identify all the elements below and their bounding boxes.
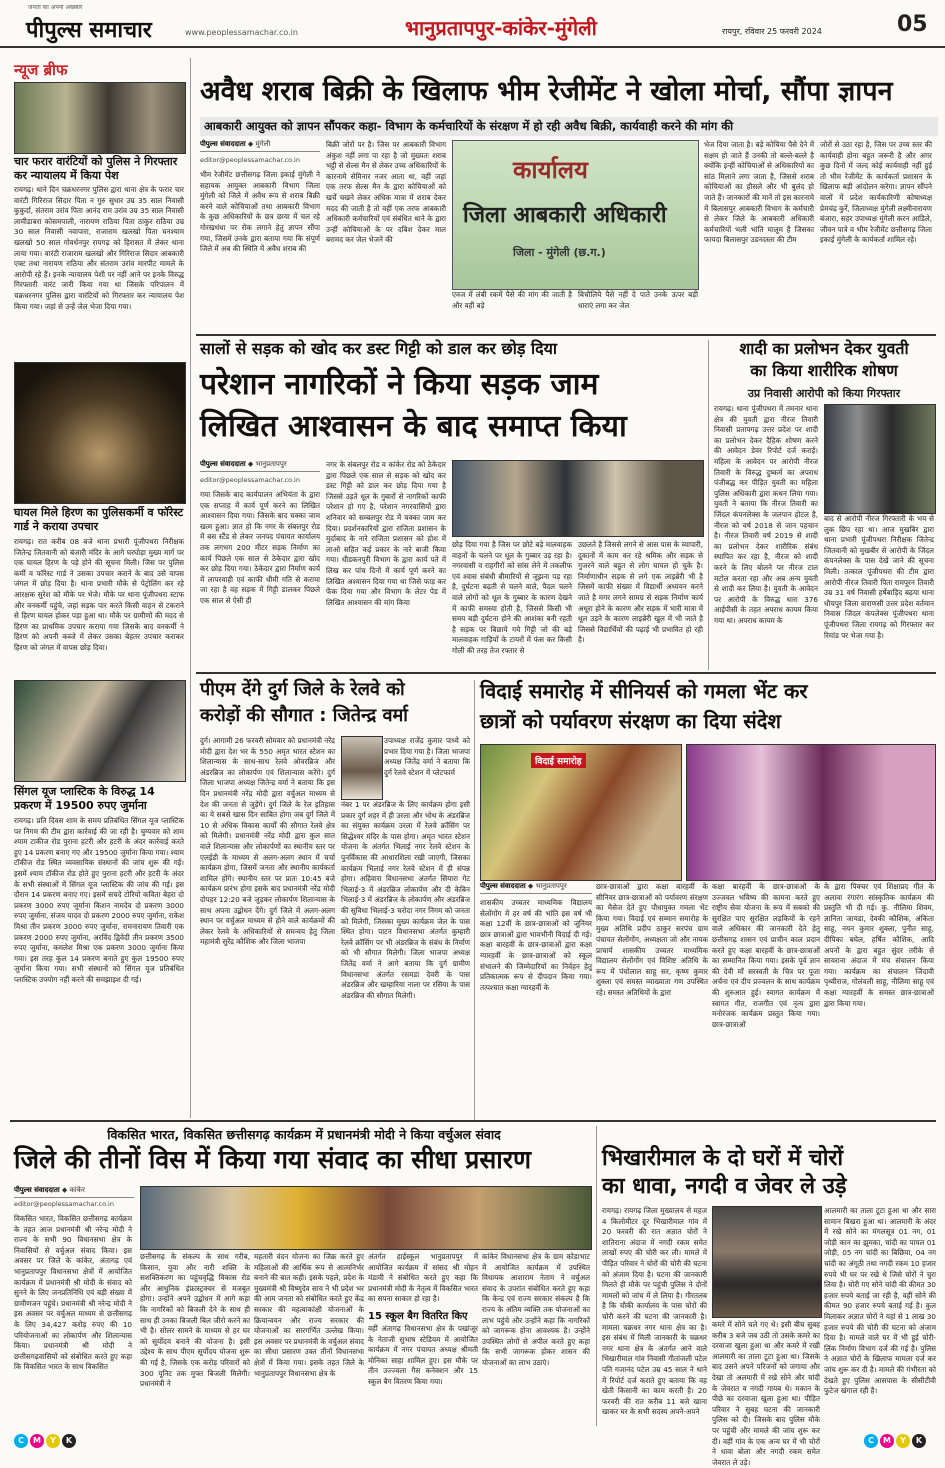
story7-headline2: का धावा, नगदी व जेवर ले उड़े — [602, 1174, 847, 1199]
story6-col4a: अंतर्गत हाईस्कूल भानुप्रतापपुर में आयोजित कार्यक्रम में सांसद श्री मोहन मंडावी ने संबोधित करते हुए कहा कि प्रधानमंत्री मोदी के नेतृत्व में विकसित भारत का सपना साकार हो रहा है। — [368, 1252, 478, 1304]
brief2-body: रायगढ़। रात करीब 08 बजे थाना प्रभारी पूंजीपथरा निरीक्षक जितेन्द्र जितवानी को बंजारी मंदिर के आगे घरघोड़ा मुख्य मार्ग पर एक घायल हिरण के पड़े होने की सूचना मिली। जिस पर पुलिस कर्मी व फॉरेस्ट गार्ड ने उसका उपचार कराने के बाद उसे वापस जंगल में छोड़ दिया है। थाना प्रभारी मौके से पेट्रोलिंग कर रहे आरक्षक सुरेश को मौके पर भेजे। मौके पर थाना पूंजीपथरा स्टाफ और वनकर्मी पहुंचे, जहां सड़क पार करते किसी वाहन से टकराने से हिरण घायल होकर पड़ा हुआ था। मौके पर ग्रामीणों की मदद से हिरण का प्राथमिक उपचार कराया गया जिसके बाद वनकर्मी ने हिरण को अपनी कब्जे में लेकर उसका बेहतर उपचार कराकर हिरण को जंगल में वापस छोड़ दिया। — [14, 537, 184, 652]
story6-col3: महतारी वंदन योजना का जिक्र करते हुए महिलाओं की आर्थिक रूप से आत्मनिर्भर बनाने की बात कही। इसके पहले, प्रदेश के मुख्यमंत्री श्री विष्णुदेव साय ने भी प्रदेश भर की आम जनता को संबोधित करते हुए केंद्र सरकार की महत्वाकांक्षी योजनाओं के क्रियान्वयन और राज्य सरकार की योजनाओं का सारगर्भित उल्लेख किया। इस अवसर पर प्रधानमंत्री के वर्चुअल संवाद का सीधा प्रसारण उक्त तीनों विधानसभा क्षेत्रों में किया गया। इसके तहत जिले के भानुप्रतापपुर विधानसभा क्षेत्र के — [254, 1252, 364, 1378]
left-column-divider — [190, 58, 191, 1118]
footer-cmyk-right — [864, 1428, 928, 1448]
story4-col2b: नंबर 1 पर अंडरब्रिज के लिए कार्यक्रम होगा इसी प्रकार दुर्ग शहर में ही उरला और भोथ के अंडरब्रिज का संयुक्त कार्यक्रम उरला में रेलवे क्रॉसिंग पर सिद्धेश्वर मंदिर के पास होगा। अमृत भारत स्टेशन योजना के अंतर्गत भिलाई नगर रेलवे स्टेशन के पुनर्विकास की आधारशिला रखी जाएगी, जिसका कार्यक्रम भिलाई नगर रेलवे स्टेशन में ही संपन्न होगा। अहिवारा विधानसभा अंतर्गत सियारा गेट भिलाई-3 में अंडरब्रिज लोकार्पण और दी केबिन भिलाई-3 में अंडरब्रिज के लोकार्पण और अंडरब्रिज की सुविधा भिलाई-3 चरोदा नगर निगम को जनता को मिलेगी, जिसका मुख्य कार्यक्रम जेल के पास स्थित होगा। पाटन विधानसभा अंतर्गत कुम्हारी रेलवे क्रॉसिंग पर भी अंडरब्रिज के संबंध के निर्माण को भी सौगात मिलेगी। जिला भाजपा अध्यक्ष जितेंद्र वर्मा ने आगे बताया कि दुर्ग ग्रामीण विधानसभा अंतर्गत रसमडा देवरी के पास अंडरब्रिज और खम्हारिया नाला पर रसिया के पास अंडरब्रिज की सौगात मिलेगी। — [341, 800, 470, 1000]
story2-headline2: लिखित आश्वासन के बाद समाप्त किया — [200, 409, 627, 444]
story1-col5: भेज दिया जाता है। बड़े कोचिया पैसे देने में सक्षम हो जाते हैं उनकी तो बल्ले-बल्ले है क्योंकि इन्हीं कोचियाओं से अधिकारियों का सांठ मिलाने लगा जाता है, जिससे शराब कोचियाओं का हौसले और भी बुलंद हो जाते हैं। जानकारों की मानें तो इस कारनामे में बिलासपुर आबकारी विभाग के कर्मचारी से लेकर जिले के आबकारी अधिकारी कर्मचारियों भली भांति मालूम है जिसका फायदा बिलासपुर उडनदस्ता की टीम — [704, 140, 814, 245]
story2-story3-divider — [708, 340, 709, 670]
farewell-photo-right — [686, 744, 936, 881]
story1-author: पीपुल्स संवाददाता — [200, 140, 246, 148]
story1-byline: पीपुल्स संवाददाता ◆ मुंगेली — [200, 140, 320, 152]
story5-headline1: विदाई समारोह में सीनियर्स को गमला भेंट कर — [480, 679, 808, 703]
story5-col4: के द्वारा पिक्चर एवं शिक्षाप्रद गीत के अलावा रंगारंग सांस्कृतिक कार्यक्रम की प्रस्तुति भी दी गई। कु. नीलिमा शिवम, ज्ञानिता जायडा, देवकी कौशिक, अंकिता साहू, नयन कुमार शुक्ला, पुनीत साहू, दीपिका बघेल, हर्षित कौशिक, आदि अपनों के द्वारा बहुत सुंदर तरीके से सायराना अंदाज में मंच संचालन किया गया। कार्यक्रम का संचालन जिंदावी पृथ्वीराज, गोलंवली साहू, नीलिमा साहू एवं कक्षा ग्यारहवीं के समस्त छात्र-छात्राओं द्वारा किया गया। — [824, 882, 934, 1008]
story5-col3: कक्षा बारहवीं के छात्र-छात्राओं के उज्जवल भविष्य की कामना करते हुए राष्ट्रीय सेवा योजना के रूप में सबको की सुरक्षित पाए सुरक्षित लड़कियों के रहने वाले अधिकार की जानकारी देते हेतु छत्तीसगढ़ शासन एवं प्राचीन काल प्रदान करते हुए कक्षा बारहवीं के छात्र-छात्राओं का सम्मानित किया गया। इसके पूर्व ज्ञान की देवी माँ सरस्वती के चित्र पर पूजा अर्चना एवं दीप प्रज्वलन के साथ कार्यक्रम की शुरुआत हुई। स्वागत कार्यक्रम में स्वागत गीत, राजगीत एवं नृत्य द्वारा मनोरंजक कार्यक्रम प्रस्तुत किया गया। छात्र-छात्राओं — [712, 882, 820, 1029]
story4-story5-divider — [474, 680, 475, 1120]
farewell-photo-left — [480, 744, 682, 881]
story7-headline1: भिखारीमाल के दो घरों में चोरों — [602, 1146, 844, 1171]
section-divider-2 — [196, 672, 936, 674]
story1-col4: बिचौलिये पैसे नहीं दे पाते उनके ऊपर बड़ी धाराएं लगा कर जेल — [578, 290, 698, 310]
story6-col4b: वहीं अंतागढ़ विधानसभा क्षेत्र के पखांजूर के नेताजी सुभाष स्टेडियम में आयोजित कार्यक्रम में नगर पंचायत अध्यक्ष श्रीमती मोनिका साहा शामिल हुए। इस मौके पर तीन उज्ज्वला गैस कनेक्शन और 15 स्कूल बैग वितरण किया गया। — [368, 1324, 478, 1386]
site-url[interactable]: www.peoplessamachar.co.in — [185, 28, 298, 37]
road-protest-photo — [452, 460, 704, 537]
brief1-body: रायगढ़। थाने दिन चक्रधरनगर पुलिस द्वारा थाना क्षेत्र के फरार चार वारंटी गिरिराज सिदार पिता न गुरु सुधार उम्र 35 साल निवासी कुकुर्दा, संतराम उरांव पिता आनंद राम उरांव उम्र 35 साल निवासी लामीडाबरा कोसमपाली, नारायण राठिया पिता ठाकुर राठिया उम्र 30 साल निवासी नवापारा, राजाराम खलखो पिता घनश्याम खलखो 50 साल गोवर्धनपुर रायगढ़ को हिरासत में लेकर थाना लाया गया। वारंटी राजाराम खलखो और गिरिराज सिदार आबकारी एक्ट तथा नारायण राठिया और संतराम उरांव मारपीट मामले के आरोपी रहे हैं। इनके न्यायालय पेशी पर नहीं आने पर इनके विरुद्ध गिरफ्तारी वारंट जारी किया गया था जिसके परिपालन में चक्रधरनगर पुलिस द्वारा वारंटियों को गिरफ्तार कर न्यायालय पेश किया गया। जहां से उन्हें जेल भेजा दिया गया। — [14, 185, 184, 311]
story4-col1: दुर्ग। आगामी 26 फरवरी सोमवार को प्रधानमंत्री नरेंद्र मोदी द्वारा देश भर के 550 अमृत भारत स्टेशन का शिलान्यास के साथ-साथ रेलवे ओवरब्रिज और अंडरब्रिज का लोकार्पण एवं शिलान्यास करेंगे। दुर्ग जिला भाजपा अध्यक्ष जितेन्द्र वर्मा ने बताया कि इस दिन प्रधानमंत्री नरेंद्र मोदी द्वारा वर्चुअल माध्यम से देश की जनता से जुड़ेंगे। दुर्ग जिले के रेल इतिहास का ये सबसे खास दिन साबित होगा जब दुर्ग जिले में 10 से अधिक विकास कार्यों की सौगात रेलवे क्षेत्र को मिलेगी। प्रधानमंत्री नरेंद्र मोदी द्वारा कुल सात वाले शिलान्यास और लोकार्पणों का स्थानीय स्तर पर एलईडी के माध्यम से अलग-अलग स्थान में चर्चा कार्यक्रम होगा, जिसमें जनता और स्थानीय कार्यकर्ता शामिल होंगे। स्थानीय स्तर पर प्रातः 10:45 बजे कार्यक्रम प्रारंभ होगा इसके बाद प्रधानमंत्री नरेंद्र मोदी दोपहर 12:20 बजे जुड़कर लोकार्पण शिलान्यास के साथ अपना उद्बोधन देंगे। दुर्ग जिले में अलग-अलग स्थान पर वर्चुअल माध्यम से होने वाले कार्यक्रमों की लेकर रेलवे के अधिकारियों से समन्वय हेतु जिला महामंत्री सुरेंद्र कौशिक और जिला भाजपा — [200, 736, 335, 947]
story1-col3: एवज में लंबी रकमें पैसे की मांग की जाती है और वहीं बड़े — [452, 290, 572, 310]
story2-place: भानुप्रतापपुर — [255, 460, 287, 468]
story3-subhead: उप्र निवासी आरोपी को किया गिरफ्तार — [747, 387, 901, 400]
brief2-title: घायल मिले हिरण का पुलिसकर्मी व फॉरेस्ट गार्ड ने कराया उपचार — [14, 506, 184, 533]
story6-kicker: विकसित भारत, विकसित छत्तीसगढ़ कार्यक्रम में प्रधानमंत्री मोदी ने किया वर्चुअल संवाद — [107, 1127, 501, 1142]
story6-story7-divider — [596, 1126, 597, 1426]
story1-col1: भीम रेजीमेंट छत्तीसगढ़ जिला इकाई मुंगेली ने सहायक आयुक्त आबकारी विभाग जिला मुंगेली को जिले में अवैध रूप से शराब बिक्री करने वाले कोचियाओं तथा आबकारी विभाग के कुछ अधिकारियों के छत्र छाया में चल रहे गोरखधंधा पर रोक लगाने हेतु ज्ञापन सौंपा गया, जिसमें उनके द्वारा बताया गया कि संपूर्ण जिले में अब की स्थिति में अवैध शराब की — [200, 170, 320, 254]
page-number: 05 — [897, 12, 928, 37]
story7-col3: आलमारी का ताला टूटा हुआ था और सारा सामान बिखरा हुआ था। आलमारी के अंदर में रखे सोने का मंगलसूत्र 01 नग, 01 जोड़ी कान का झुमका, चांदी का पायल 01 जोड़ी, 05 नग चांदी का बिछिया, 04 नग चांदी का अंगूठी तथा नगदी रकम 10 हजार रुपये भी घर पर रखे थे जिसे चोरों ने चुरा लिया है। चोरी गए सोने चांदी की कीमत 30 हजार रुपये बताई जा रही है, वहीं सोने की कीमत 90 हजार रुपये बताई गई है। कुल मिलाकर अज्ञात चोरों ने यहां से 1 लाख 30 हजार रुपये की चोरी की घटना को अंजाम दिया है। मामले वाले घर में भी हुई चोरी-लिंक निर्माण विभाग दर्ज की गई है। पुलिस ने अज्ञात चोरों के खिलाफ मामला दर्ज कर जांच शुरू कर दी है। मामले की गंभीरता को देखते हुए पुलिस आसपास के सीसीटीवी फुटेज खंगाल रही है। — [824, 1206, 936, 1396]
masthead — [0, 0, 945, 48]
story3-col1: रायगढ़। थाना पूंजीपथरा में तमनार थाना क्षेत्र की युवती द्वारा नीरज तिवारी निवासी प्रतापगढ़ उत्तर प्रदेश पर शादी का प्रलोभन देकर दैहिक शोषण करने की आवेदन डेवर रिपोर्ट दर्ज कराई। महिला के आवेदन पर आरोपी नीरज तिवारी के विरुद्ध दुष्कर्म का अपराध पंजीबद्ध कर पीड़ित युवती का महिला पुलिस अधिकारी द्वारा कथन लिया गया। युवती ने बताया कि नीरज तिवारी का जिंदल कंपनलेक्स के जलपान होटल है, नीरज को वर्ष 2018 से जान पहचान है। नीरज तिवारी वर्ष 2019 से शादी का प्रलोभन देकर शारीरिक संबंध स्थापित कर रहा है, नीरज को शादी करने के लिए बोलने पर नीरज टाल मटोल करता रहा और अब अन्य युवती से शादी कर लिया है। युवती के आवेदन पर आरोपी के विरुद्ध धारा 376 आईपीसी के तहत अपराध कायम किया गया था। अपराध कायम के — [714, 404, 818, 625]
story1-deck: आबकारी आयुक्त को ज्ञापन सौंपकर कहा- विभाग के कर्मचारियों के संरक्षण में हो रही अवैध बिक्री, कार्यवाही करने की मांग की — [200, 117, 938, 136]
story2-col3: छोड़ दिया गया है जिस पर छोटे बड़े मालवाहक वाहनों के चलने पर धूल के गुब्बार उड़ रहा है। नगरवासी व राहगीरों को सांस लेने में तकलीफ एवं श्वास संबंधी बीमारियों से जूझना पड़ रहा है, दुर्घटना बढ़ती से चलने वाले, पैदल चलने वाले लोगों को धूल के गुब्बार के कारण देखने में काफी समस्या होती है, जिससे किसी भी समय बड़ी दुर्घटना होने की आशंका बनी रहती है सड़क पर बिछाये गये गिट्टी जो की बड़े मालवाहक गाड़ियों के टायरों में फंस कर किसी गोली की तरह तेज रफ्तार से — [452, 540, 572, 655]
story2-author: पीपुल्स संवाददाता — [200, 460, 246, 468]
story6-headline: जिले की तीनों विस में किया गया संवाद का सीधा प्रसारण — [14, 1145, 532, 1174]
story4-headline1: पीएम देंगे दुर्ग जिले के रेलवे को — [200, 679, 405, 700]
brief3-photo — [14, 680, 186, 782]
brand-logo: पीपुल्स समाचार — [26, 17, 152, 43]
yellow-dot: Y — [46, 1434, 60, 1448]
news-brief-label: न्यूज ब्रीफ — [14, 61, 68, 79]
story6-subhead: 15 स्कूल बैग वितरित किए — [368, 1311, 468, 1322]
story5-author: पीपुल्स संवाददाता — [480, 882, 526, 890]
magenta-dot: M — [30, 1434, 44, 1448]
cyan-dot: C — [14, 1434, 28, 1448]
story1-col2: बिक्री जोरों पर है। जिस पर आबकारी विभाग अंकुश नहीं लगा पा रहा है जो मुख्यतः शराब भट्ठी से सेल्स मैन से लेकर उच्च अधिकारियों के कारनामे सेमिनार नजर आता था, वहीं जहां एक तरफ सेल्स मैन के द्वारा कोचियाओं को खर्चे चखने लेकर अधिक मात्रा में शराब देकर मदद की जाती है तो वहीं एक तरफ आबकारी अधिकारी कर्मचारियों एवं संबंधित थाने के द्वारा उन्हीं कोचियाओं के पर दबिश देकर माल बरामद कर जेल भेजने की — [326, 140, 446, 245]
cyan-dot: C — [864, 1434, 878, 1448]
story4-col2a: उपाध्यक्ष राजेंद्र कुमार पाध्ये को प्रभार दिया गया है। जिला भाजपा अध्यक्ष जितेंद्र वर्मा ने बताया कि दुर्ग रेलवे स्टेशन में प्लेटफार्म — [384, 736, 470, 777]
story1-email[interactable]: editor@peoplessamachar.co.in — [200, 156, 300, 164]
story6-email[interactable]: editor@peoplessamachar.co.in — [14, 1200, 114, 1208]
issue-date: रायपुर, रविवार 25 फरवरी 2024 — [722, 27, 822, 36]
brief1-photo — [14, 82, 186, 154]
sign-line3: जिला - मुंगेली (छ.ग.) — [513, 246, 606, 259]
story5-place: भानुप्रतापपुर — [535, 882, 567, 890]
story2-col1: नगर के संबलपुर रोड व कांकेर रोड को ठेकेदार द्वारा पिछले एक साल से सड़क को खोद कर डस्ट गिट्टी को डाल कर छोड़ दिया गया है जिससे उड़ते धूल के गुबारों से नागरिकों काफी परेशान हो गए है, परेशान नगरवासियों द्वारा शनिवार को सम्बलपुर रोड में चक्का जाम कर दिया। प्रदर्शनकारियों द्वारा राजिता प्रशासन के मुर्दाबाद के नारे राजिता प्रशासन को होश में लाओ सहित कई प्रकार के नारे बाजी किया गया। धीडकनपुरी विभाग के द्वारा कार्य पते में लिख कर पांच दिनों में कार्य पूर्ण करने का लिखित अश्वासन दिया गया था जिसे फाड़ कर फेंक दिया गया और विभाग के लेटर पेड में लिखित आश्वासन की मांग किया — [326, 460, 446, 607]
story3-headline1: शादी का प्रलोभन देकर युवती — [739, 339, 909, 358]
story2-email[interactable]: editor@peoplessamachar.co.in — [200, 476, 300, 484]
story1-col6: जोरों से उठा रहा है, जिस पर उच्च स्तर की कार्यवाही होना बहुत जरूरी है और अगर कुछ दिनों में जल्द कोई कार्यवाही नहीं हुई तो भीम रेजीमेंट के कार्यकर्ता प्रशासन के खिलाफ बड़ी आंदोलन करेगा। ज्ञापन सौंपने वालों में प्रदेश कार्यकारिणी कोषाध्यक्ष प्रेमचंद्र कुर्रे, जिलाध्यक्ष मुंगेली लक्ष्मीनारायण बंजारा, सहर उपाध्यक्ष मुंगेली करन आडिले, जीवन पात्रे व भीम रेजीमेंट छत्तीसगढ़ जिला इकाई मुंगेली के कार्यकर्ता शामिल रहे। — [820, 140, 932, 245]
story5-headline2: छात्रों को पर्यावरण संरक्षण का दिया संदेश — [480, 709, 781, 733]
sign-line2: जिला आबकारी अधिकारी — [463, 203, 667, 228]
theft-cupboard-photo — [712, 1206, 822, 1318]
story6-byline: पीपुल्स संवाददाता ◆ कांकेर — [14, 1186, 134, 1198]
black-dot: K — [912, 1434, 926, 1448]
story1-headline: अवैध शराब बिक्री के खिलाफ भीम रेजीमेंट ने खोला मोर्चा, सौंपा ज्ञापन — [200, 76, 893, 107]
story2-col2: गया जिसके बाद कार्यपालन अभियंता के द्वारा एक सप्ताह में कार्य पूर्ण करने का लिखित आश्वासन दिया गया। जिसके बाद चक्का जाम खत्म हुआ। ज्ञात हो कि नगर के संबलपुर रोड में बस स्टैंड से लेकर जनपद पंचायत कार्यालय तक लगभग 200 मीटर सड़क निर्माण का कार्य पिछले एक साल से ठेकेदार द्वारा खोद कर छोड़ दिया गया। ठेकेदार द्वारा निर्माण कार्य में लापरवाही एवं काफी धीमी गति से कराया जा रहा है वह सड़क में गिट्टी डालकर पिछले एक साल से ऐसी ही — [200, 490, 320, 605]
accused-photo — [824, 404, 936, 514]
story3-caption: बाद से आरोपी नीरज गिरफ्तारी के भय से लुक छिप रहा था। आज मुखबिर द्वारा थाना प्रभारी पूंजीपथरा निरीक्षक जितेन्द्र जितवानी को मुखबीर से आरोपी के जिंदल कंपनलेक्स के पास देखे जाने की सूचना मिली। तत्काल पूंजीपथरा की टीम द्वारा आरोपी नीरज तिवारी पिता रामपूरन तिवारी उम्र 31 वर्ष निवासी हर्षेबाड़िद बढ़या थाना धौचपुर जिला वाराणसी उत्तर प्रदेश वर्तमान निवास जिंदल कंपलेक्स पूंजीपथरा थाना पूंजीपथरा जिला रायगढ़ को गिरफ्तार कर रिमांड पर भेजा गया है। — [824, 514, 934, 640]
story5-col1: शासकीय उच्चतर माध्यमिक विद्यालय सेलोंगोंग में हर वर्ष की भांति इस वर्ष भी कक्षा 12वीं के छात्र-छात्राओं को जूनियर छात्र छात्राओं द्वारा भावभीनी विदाई दी गई। कक्षा बारहवीं के छात्र-छात्राओं द्वारा कक्षा ग्यारहवीं के छात्र-छात्राओं को स्कूल संभालने की जिम्मेदारियों का निर्वहन हेतु प्रतिकात्मक रूप से दीपदान किया गया। तत्पश्चात कक्षा ग्यारहवीं के — [480, 898, 592, 992]
jitendra-verma-photo — [341, 736, 383, 800]
magenta-dot: M — [880, 1434, 894, 1448]
brief3-title: सिंगल यूज प्लास्टिक के विरुद्ध 14 प्रकरण में 19500 रुपए जुर्माना — [14, 785, 155, 812]
footer-cmyk-left — [14, 1428, 78, 1448]
story2-headline1: परेशान नागरिकों ने किया सड़क जाम — [200, 367, 599, 402]
story2-kicker: सालों से सड़क को खोद कर डस्ट गिट्टी को डाल कर छोड़ दिया — [200, 339, 558, 358]
section-divider-3 — [10, 1120, 936, 1122]
story1-place: मुंगेली — [255, 140, 271, 148]
virtual-samvad-photo — [140, 1186, 592, 1250]
excise-office-sign — [452, 140, 699, 290]
story6-col2: छत्तीसगढ़ के संकल्प के साथ गरीब, किसान, युवा और नारी शक्ति के सशक्तिकरण का पहुंचवृद्धि विकास रोड और आधुनिक इंफ्रास्ट्रक्चर से मजबूत होगा। उन्होंने अपने उद्बोधन में आगे कहा कि नागरिकों को बिजली देने के साथ ही साथ ही उनका बिजली बिल जीरो करने का भी है। सोलर सामने के माध्यम से हर घर को सूर्योदय बनाने की योजना है। इसी उद्देश्य के साथ पीएम सूर्योदय योजना शुरू की गई है, जिसके एक करोड़ परिवारों को 300 यूनिट तक मुफ्त बिजली मिलेगी। प्रधानमंत्री ने — [140, 1252, 250, 1389]
brief2-photo — [14, 362, 186, 504]
brief3-body: रायगढ़। प्रति दिवस शाम के समय प्रतिबंधित सिंगल यूज प्लास्टिक पर निगम की टीम द्वारा कार्रवाई की जा रही है। चुग्यवार को शाम श्याम टाकीज रोड पुराना हटरी और हटरी के अंदर कार्रवाई करते हुए 14 प्रकरण बनाए गए और 19500 जुर्माना किया गया। श्याम टॉकीज रोड स्थित व्यवसायिक संस्थानों की जांच शुरू की गई। इसमें श्याम टॉकीज रोड होते हुए पुराना हटरी और हटरी के अंदर के सभी संस्थाओं में सिंगल यूज प्लास्टिक की जांच की गई। इस दौरान 14 प्रकरण बनाए गए। इसमें सचदे टोरियो कविता बेहरा दो प्रकरण 3000 रुपए जुर्माना किशन नामदेव दो प्रकरण 3000 रुपए जुर्माना, संजय यादव दो प्रकरण 2000 रुपए जुर्माना, राकेश मिश्रा तीन प्रकरण 3000 रुपए जुर्माना, रामनारायण तिवारी एक प्रकरण 2000 रुपए जुर्माना, अरविंद द्विवेदी तीन प्रकरण 3500 रुपए जुर्माना, कमलेश मिश्रा एक प्रकरण 3000 जुर्माना किया गया। इस तरह कुल 14 प्रकरण बनाते हुए कुल 19500 रुपए जुर्माना किया गया। सभी संस्थानों को सिंगल यूज प्रतिबंधित प्लास्टिक उपयोग नहीं करने की समझाइश दी गई। — [14, 816, 184, 984]
brand-tagline: जनता का अपना अखबार — [28, 4, 83, 11]
story3-headline2: का किया शारीरिक शोषण — [750, 361, 898, 380]
story6-col5: कांकेर विधानसभा क्षेत्र के ग्राम कोडाभाट में आयोजित कार्यक्रम में उपस्थित विधायक आशाराम नेताम ने वर्चुअल संवाद के उपरांत संबोधित करते हुए कहा कि केन्द्र एवं राज्य सरकार संकल्प है कि राज्य के अंतिम व्यक्ति तक योजनाओं का लाभ पहुंचे और उन्होंने कहा कि नागरिकों को जागरूक होना आवश्यक है। उन्होंने उपस्थित लोगों से अपील करते हुए कहा कि सभी जागरूक होकर शासन की योजनाओं का लाभ उठाएं। — [482, 1252, 590, 1367]
region-title: भानुप्रतापपुर-कांकेर-मुंगेली — [405, 16, 597, 40]
black-dot: K — [62, 1434, 76, 1448]
story5-col2: छात्र-छात्राओं द्वारा कक्षा बारहवीं के सीनियर छात्र-छात्राओं को पर्यावरण संरक्षण का मैसेज देते हुए पौधायुक्त गमला भेंट किया गया। विदाई एवं सम्मान समारोह के मुख्य अतिथि प्रदीप ठाकुर सरपंच ग्राम पंचायत सेलोंगोंग, अध्यक्षता जो और नायक प्राचार्य शासकीय उच्चतर माध्यमिक विद्यालय सेलोंगोंग एवं विशिष्ट अतिथि के रूप में पंचोलाल साहू सर, कृष्ण कुमार शुक्ला एवं समस्त व्याख्याता गण उपस्थित रहे। समस्त अतिथियों के द्वारा — [596, 882, 708, 997]
story2-col4: उछलते है जिससे लगने से आस पास के व्यापारी, दुकानों में काम कर रहे श्रमिक और सड़क से गुजरने वाले बहुत से लोग घायल हो चुके है। निर्माणाधीन सड़क से लगे एक लाइब्रेरी भी है जिसमें काफी संख्या में विद्यार्थी अध्ययन करने जाते है मगर लगने सामग्र से सड़क निर्माण कार्य अधूरा होने के कारण और सड़क में भारी मात्रा में धूल उड़ने के कारण लाइब्रेरी खुल में भी जाते है जिससे विद्यार्थियों की पढ़ाई भी प्रभावित हो रही है। — [578, 540, 703, 645]
story6-col1: विकसित भारत, विकसित छत्तीसगढ़ कार्यक्रम के तहत आज प्रधानमंत्री श्री नरेन्द्र मोदी ने राज्य के सभी 90 विधानसभा क्षेत्र के निवासियों से वर्चुअल संवाद किया। इस अवसर पर जिले के कांकेर, अंतागढ़ एवं भानुप्रतापपुर विधानसभा क्षेत्रों में आयोजित कार्यक्रम में प्रधानमंत्री श्री मोदी के संवाद को सुनने के लिए जनप्रतिनिधि एवं बड़ी संख्या में ग्रामीणजन पहुंचे। प्रधानमंत्री श्री नरेन्द्र मोदी ने इस अवसर पर वर्चुअल माध्यम से छत्तीसगढ़ के लिए 34,427 करोड़ रुपए की 10 परियोजनाओं का लोकार्पण और शिलान्यास किया। प्रधानमंत्री श्री मोदी ने छत्तीसगढ़वासियों को संबोधित करते हुए कहा कि विकसित भारत के साथ विकसित — [14, 1214, 132, 1372]
story7-col2a: कमरे में सोने चले गए थे। इसी बीच सुबह करीब 3 बजे जब उठी तो उसके कमरे का दरवाजा खुला हुआ था और कमरे में रखी आलमारी का ताला टूटा हुआ था। जिसके बाद उसने अपने परिजनों को जगाया और देखा तो अलमारी में रखे सोने और चांदी के जेवरात व नगदी गायब थे। मकान के पीछे का दरवाजा खुला हुआ था। पीड़ित परिवार ने सुबह घटना की जानकारी पुलिस को दी। जिसके बाद पुलिस मौके पर पहुंची और मामले की जांच शुरू कर दी। वहीं गांव के एक अन्य घर में भी चोरों ने धावा बोला और नगदी रकम समेत जेवरात ले उड़े। — [712, 1320, 820, 1467]
story7-col1: रायगढ़। रायगढ़ जिला मुख्यालय से महज 4 किलोमीटर दूर भिखारीमाल गांव में 20 फरवरी की रात अज्ञात चोरों ने शातिराना अंदाज में नगदी रकम समेत लाखों रुपए की चोरी कर ली। मामले में पीड़ित परिवार ने चोरों की चोरी की घटना को अंजाम दिया है। घटना की जानकारी मिलते ही मौके पर पहुंची पुलिस ने दोनों मामलों को जांच में ले लिया है। गौरतलब है कि चौकी कार्यालय के पास चोरों की चोरी करने की घटना की जानकारी है। मामला चक्रधर नगर थाना क्षेत्र का है। इस संबंध में मिली जानकारी के चक्रधर नगर थाना क्षेत्र के अंतर्गत आने वाले भिखारीमाल गांव निवासी गीतांजली पटेल पति गजानंद पटेल उम्र 45 साल ने थाने में रिपोर्ट दर्ज कराते हुए बताया कि वह खेती किसानी का काम करती है। 20 फरवरी की रात करीब 11 बजे खाना खाकर घर के सभी सदस्य अपने-अपने — [602, 1206, 707, 1417]
story5-byline: पीपुल्स संवाददाता ◆ भानुप्रतापपुर — [480, 882, 592, 894]
story4-headline2: करोड़ों की सौगात : जितेन्द्र वर्मा — [200, 705, 408, 726]
story6-author: पीपुल्स संवाददाता — [14, 1186, 60, 1194]
sign-line1: कार्यालय — [513, 156, 588, 184]
farewell-banner: विदाई समारोह — [531, 753, 586, 768]
story2-byline: पीपुल्स संवाददाता ◆ भानुप्रतापपुर — [200, 460, 320, 472]
story6-place: कांकेर — [69, 1186, 85, 1194]
yellow-dot: Y — [896, 1434, 910, 1448]
brief1-title: चार फरार वारंटियों को पुलिस ने गिरफ्तार कर न्यायालय में किया पेश — [14, 155, 178, 182]
section-divider-1 — [196, 334, 936, 336]
